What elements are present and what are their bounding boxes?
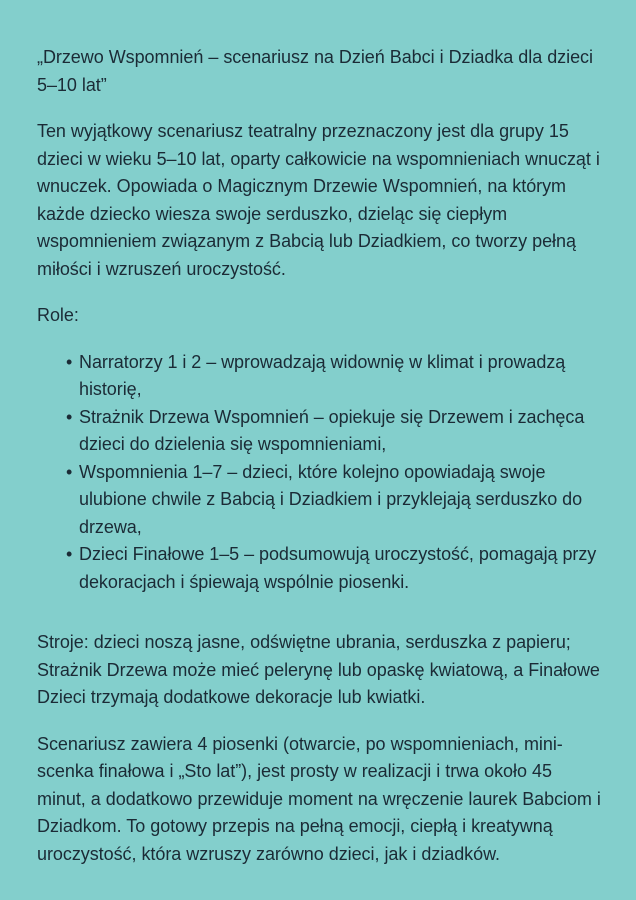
document-content — [37, 44, 603, 868]
roles-heading: Role: — [37, 305, 79, 325]
document-title: „Drzewo Wspomnień – scenariusz na Dzień Babci i Dziadka dla dzieci 5–10 lat” — [37, 47, 593, 95]
list-item: • Dzieci Finałowe 1–5 – podsumowują uroczystość, pomagają przy dekoracjach i śpiewają wspólnie piosenki. — [66, 541, 603, 596]
list-item: • Strażnik Drzewa Wspomnień – opiekuje się Drzewem i zachęca dzieci do dzielenia się wspomnieniami, — [66, 404, 603, 459]
summary-paragraph: Scenariusz zawiera 4 piosenki (otwarcie, po wspomnieniach, mini-scenka finałowa i „Sto lat”), jest prosty w realizacji i trwa około 45 minut, a dodatkowo przewiduje moment na wręczenie laurek Babciom i Dziadkom. To gotowy przepis na pełną emocji, ciepłą i kreatywną uroczystość, która wzruszy zarówno dzieci, jak i dziadków. — [37, 733, 601, 864]
section-spacer — [37, 596, 603, 629]
intro-paragraph: Ten wyjątkowy scenariusz teatralny przeznaczony jest dla grupy 15 dzieci w wieku 5–10 lat, oparty całkowicie na wspomnieniach wnucząt i wnuczek. Opowiada o Magicznym Drzewie Wspomnień, na którym każde dziecko wiesza swoje serduszko, dzieląc się ciepłym wspomnieniem związanym z Babcią lub Dziadkiem, co tworzy pełną miłości i wzruszeń uroczystość. — [37, 121, 600, 279]
list-item: • Narratorzy 1 i 2 – wprowadzają widownię w klimat i prowadzą historię, — [66, 349, 603, 404]
costumes-paragraph: Stroje: dzieci noszą jasne, odświętne ubrania, serduszka z papieru; Strażnik Drzewa może mieć pelerynę lub opaskę kwiatową, a Finałowe Dzieci trzymają dodatkowe dekoracje lub kwiatki. — [37, 632, 600, 707]
list-item: • Wspomnienia 1–7 – dzieci, które kolejno opowiadają swoje ulubione chwile z Babcią i Dziadkiem i przyklejają serduszko do drzewa, — [66, 459, 603, 542]
roles-list — [37, 349, 603, 597]
